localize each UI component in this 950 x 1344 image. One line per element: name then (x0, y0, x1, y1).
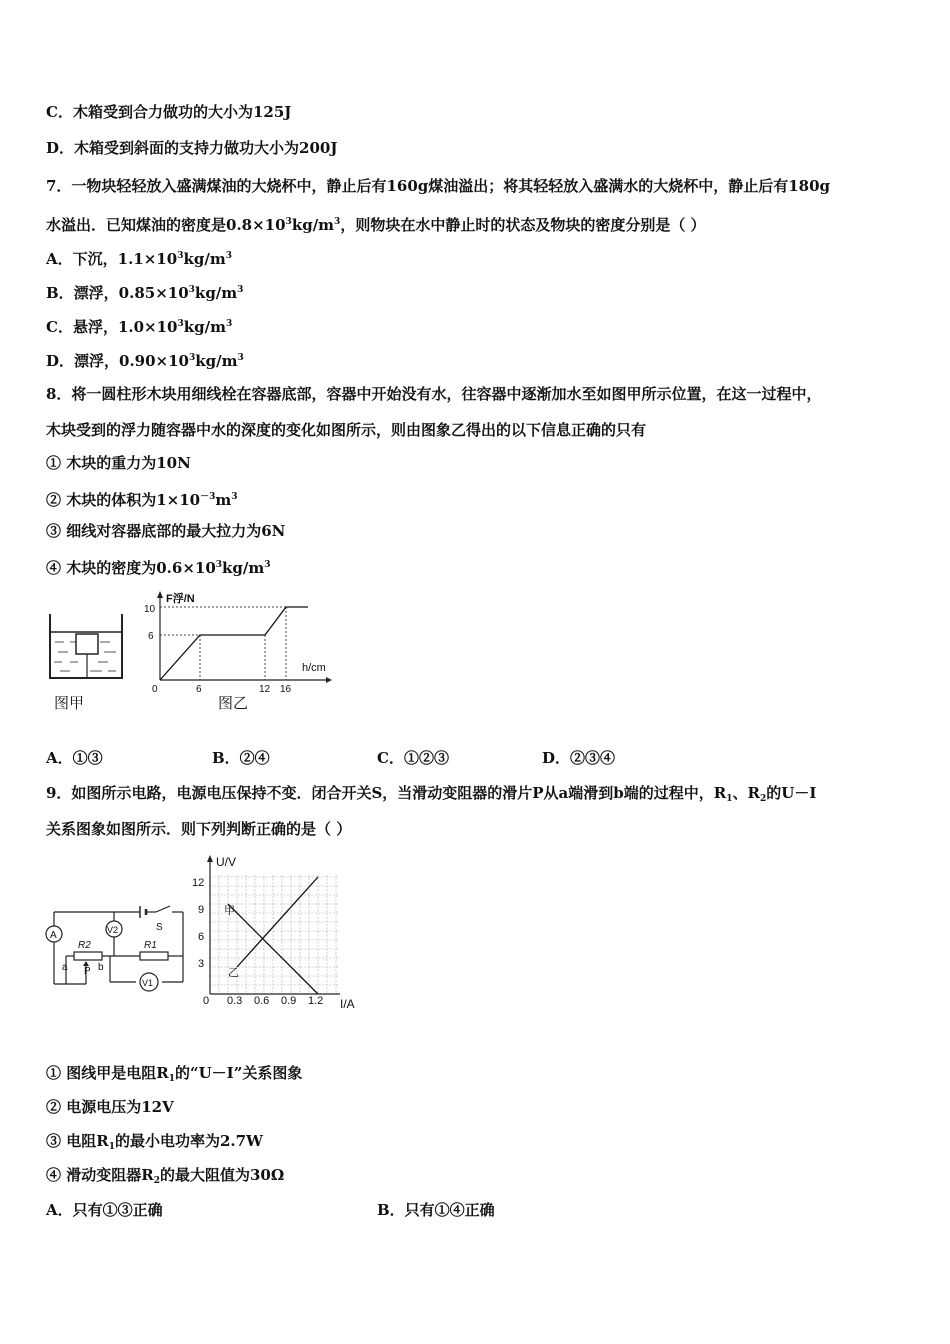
q8-option-b: B．②④ (212, 749, 270, 767)
ammeter-label: A (50, 930, 57, 941)
q8-figure-jia (40, 600, 140, 718)
q9-graph-ytick-6: 6 (198, 931, 205, 943)
q8-graph-xtick-0: 0 (152, 684, 158, 695)
q9-option-a: A．只有①③正确 (46, 1201, 163, 1219)
q9-line-jia-label: 甲 (224, 905, 235, 917)
q8-statement-2: ② 木块的体积为$1\times 10^{-3}m^3$ (46, 491, 238, 509)
q8-graph-xtick-16: 16 (280, 684, 292, 695)
q9-graph-y-label: U/V (216, 855, 237, 869)
q9-stem-line1: 9．如图所示电路，电源电压保持不变．闭合开关S，当滑动变阻器的滑片P从a端滑到b端的过程中，$R_1$、$R_2$的U－I (46, 784, 817, 804)
q9-graph-xtick-09: 0.9 (281, 995, 297, 1007)
q9-graph-ytick-12: 12 (192, 877, 205, 889)
q9-graph-x-label: I/A (340, 997, 355, 1011)
terminal-b-label: b (98, 962, 104, 973)
q9-graph-xtick-06: 0.6 (254, 995, 270, 1007)
q8-option-a: A．①③ (46, 749, 103, 767)
q8-statement-1: ① 木块的重力为10N (46, 454, 191, 472)
q9-stem-line2: 关系图象如图所示．则下列判断正确的是（ ） (46, 820, 352, 838)
q8-fig-jia-caption: 图甲 (54, 695, 85, 712)
q9-statement-3: ③ 电阻$R_1$的最小电功率为2.7W (46, 1132, 263, 1152)
q7-option-a: A．下沉，$1.1\times 10^3kg/m^3$ (46, 250, 232, 268)
r1-label: R1 (144, 940, 157, 951)
q9-statement-2: ② 电源电压为12V (46, 1098, 174, 1116)
switch-s-label: S (156, 922, 163, 933)
voltmeter-v1-label: V1 (142, 978, 154, 988)
q8-graph-ytick-6: 6 (148, 631, 154, 642)
q9-statement-1: ① 图线甲是电阻$R_1$的“U－I”关系图象 (46, 1064, 303, 1084)
q7-option-d: D．漂浮，$0.90\times 10^3kg/m^3$ (46, 352, 244, 370)
q8-option-c: C．①②③ (377, 749, 449, 767)
q8-figure-yi (140, 588, 340, 718)
q7-option-c: C．悬浮，$1.0\times 10^3kg/m^3$ (46, 318, 233, 336)
q9-ui-graph (190, 850, 370, 1015)
q8-graph-y-label: F浮/N (166, 593, 195, 605)
q8-option-d: D．②③④ (542, 749, 616, 767)
q8-statement-3: ③ 细线对容器底部的最大拉力为6N (46, 522, 286, 540)
q8-fig-yi-caption: 图乙 (218, 695, 249, 712)
q8-graph-ytick-10: 10 (144, 604, 156, 615)
q8-graph-xtick-6: 6 (196, 684, 202, 695)
q9-statement-4: ④ 滑动变阻器$R_2$的最大阻值为30Ω (46, 1166, 285, 1186)
q6-option-d: D．木箱受到斜面的支持力做功大小为200J (46, 139, 338, 157)
q9-graph-ytick-9: 9 (198, 904, 205, 916)
q7-stem-line2: 水溢出．已知煤油的密度是$0.8\times 10^3kg/m^3$，则物块在水中静止时的状态及物块的密度分别是（ ） (46, 216, 706, 234)
voltmeter-v2-label: V2 (107, 925, 119, 935)
terminal-a-label: a (62, 962, 68, 973)
q7-stem-line1: 7．一物块轻轻放入盛满煤油的大烧杯中，静止后有160g煤油溢出；将其轻轻放入盛满水的大烧杯中，静止后有180g (46, 177, 831, 195)
q8-statement-4: ④ 木块的密度为$0.6\times 10^3kg/m^3$ (46, 559, 271, 577)
q7-option-b: B．漂浮，$0.85\times 10^3kg/m^3$ (46, 284, 244, 302)
q8-graph-xtick-12: 12 (259, 684, 271, 695)
slider-p-label: P (84, 966, 91, 977)
q6-option-c: C．木箱受到合力做功的大小为125J (46, 103, 292, 121)
q9-line-yi-label: 乙 (228, 967, 239, 979)
r2-label: R2 (78, 940, 91, 951)
q8-stem-line2: 木块受到的浮力随容器中水的深度的变化如图所示，则由图象乙得出的以下信息正确的只有 (46, 421, 647, 439)
q9-graph-xtick-0: 0 (203, 995, 210, 1007)
q9-graph-xtick-12: 1.2 (308, 995, 324, 1007)
q9-option-b: B．只有①④正确 (377, 1201, 495, 1219)
q8-graph-x-label: h/cm (302, 662, 326, 674)
q8-stem-line1: 8．将一圆柱形木块用细线栓在容器底部，容器中开始没有水，往容器中逐渐加水至如图甲所示位置，在这一过程中， (46, 385, 822, 403)
q9-graph-ytick-3: 3 (198, 958, 205, 970)
q9-circuit (40, 890, 190, 1000)
q9-graph-xtick-03: 0.3 (227, 995, 243, 1007)
